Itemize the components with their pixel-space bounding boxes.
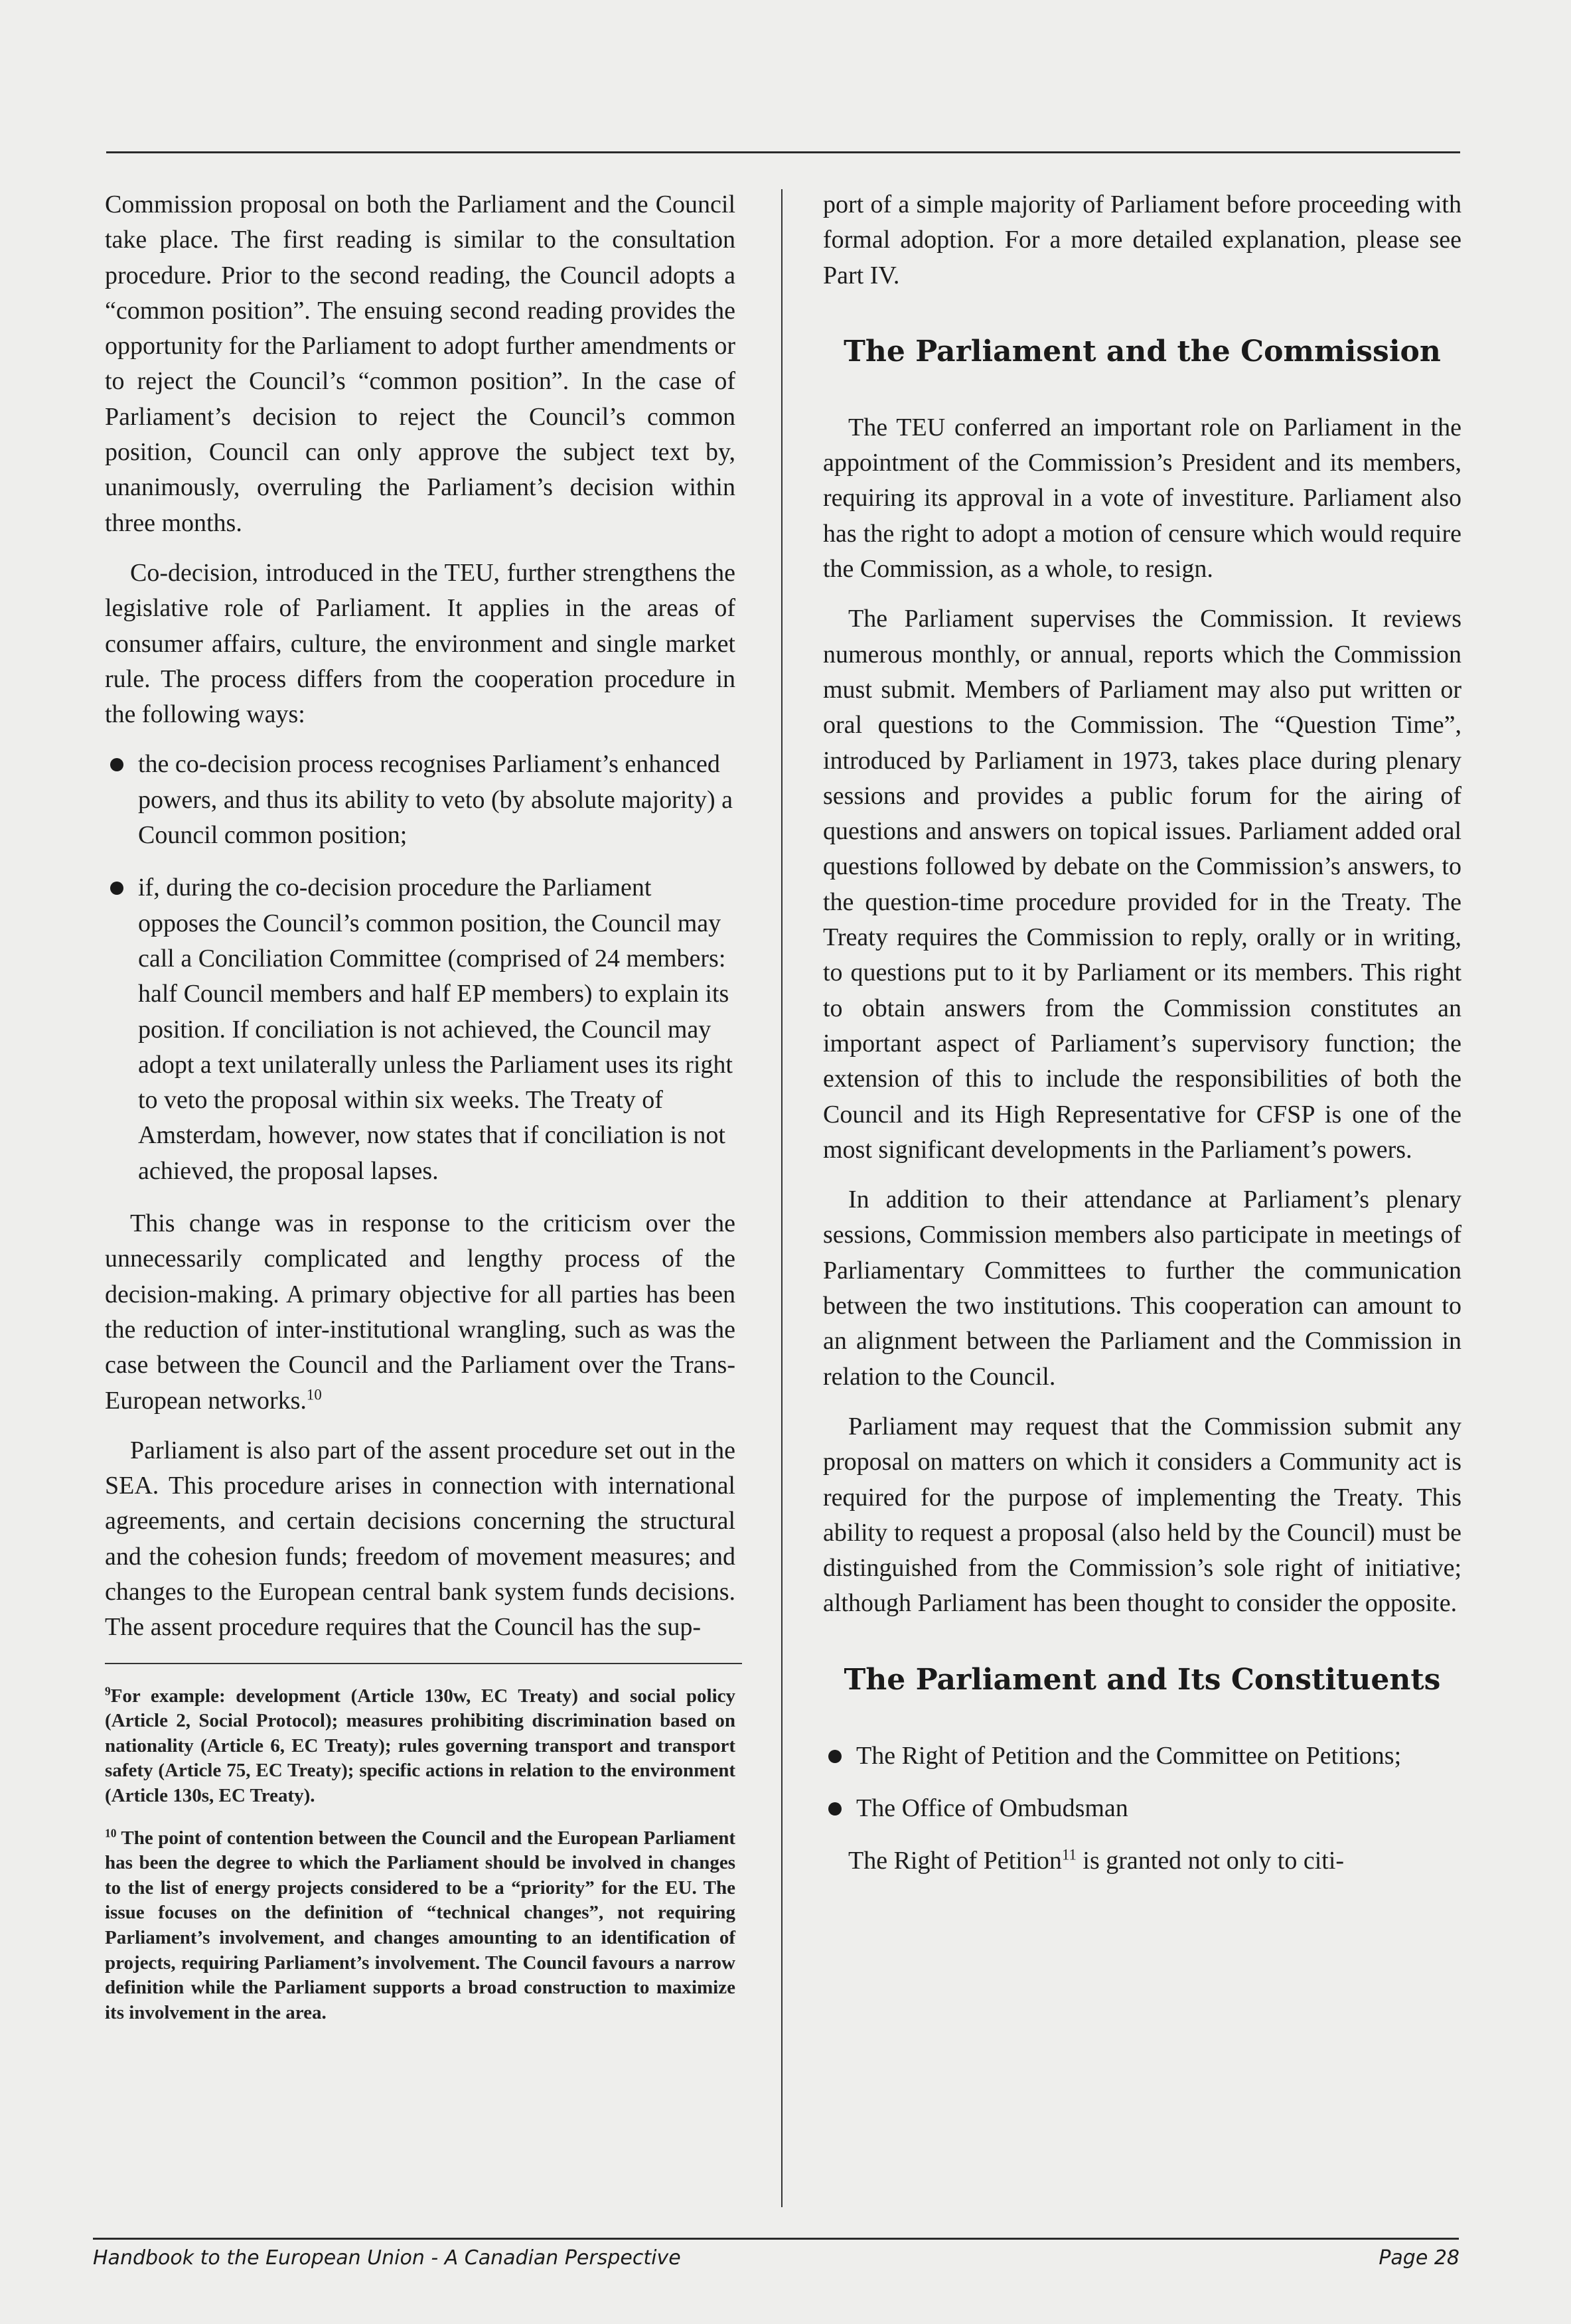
section-heading: The Parliament and the Commission xyxy=(844,334,1441,368)
section-heading: The Parliament and Its Constituents xyxy=(844,1662,1441,1697)
footer-title: Handbook to the European Union - A Canadian Perspective xyxy=(93,2246,681,2270)
paragraph: Parliament may request that the Commission submit any proposal on matters on which it considers a Community act is required for the purpose of implementing the Treaty. This ability to request a proposal (also held by the Council) must be distinguished from the Commission’s sole right of initiative; although Parliament has been thought to consider the opposite. xyxy=(823,1412,1461,1618)
footer-rule xyxy=(93,2238,1459,2240)
paragraph: Commission proposal on both the Parliament and the Council take place. The first reading is similar to the consultation procedure. Prior to the second reading, the Council adopts a “common position”. The ensuing second reading provides the opportunity for the Parliament to adopt further amendments or to reject the Council’s “common position”. In the case of Parliament’s decision to reject the Council’s common position, Council can only approve the subject text by, unanimously, overruling the Parliament’s decision within three months. xyxy=(105,191,735,537)
right-column xyxy=(823,187,1461,1894)
footnote-rule xyxy=(105,1663,742,1664)
paragraph: Parliament is also part of the assent procedure set out in the SEA. This procedure arises in connection with international agreements, and certain decisions concerning the structural and the cohesion funds; freedom of movement measures; and changes to the European central bank system funds decisions. The assent procedure requires that the Council has the sup- xyxy=(105,1436,735,1642)
list-item: The Right of Petition and the Committee on Petitions; xyxy=(823,1739,1461,1774)
list-item: The Office of Ombudsman xyxy=(823,1791,1461,1826)
bullet-list xyxy=(105,747,735,1189)
footnote-ref[interactable]: 11 xyxy=(1061,1846,1077,1863)
left-column xyxy=(105,187,735,2043)
paragraph: The Right of Petition$^{11}$ is granted not only to citi- xyxy=(848,1846,1345,1875)
bullet-icon xyxy=(828,1750,842,1763)
footnote-9: $^9$For example: development (Article 130w, EC Treaty) and social policy (Article 2, Social Protocol); measures prohibiting discrimination based on nationality (Article 6, EC Treaty); rules governing transport and transport safety (Article 75, EC Treaty); specific actions in relation to the environment (Article 130s, EC Treaty). xyxy=(105,1683,735,1806)
footnote-10: $^{10}$ The point of contention between the Council and the European Parliament has been the degree to which the Parliament should be involved in changes to the list of energy projects considered to be a “priority” for the EU. The issue focuses on the definition of “technical changes”, not requiring Parliament’s involvement, and changes amounting to an identification of projects, requiring Parliament’s involvement. The Council favours a narrow definition while the Parliament supports a broad construction to maximize its involvement in the area. xyxy=(105,1825,735,2023)
paragraph: port of a simple majority of Parliament before proceeding with formal adoption. For a more detailed explanation, please see Part IV. xyxy=(823,191,1461,289)
list-item: the co-decision process recognises Parliament’s enhanced powers, and thus its ability to veto (by absolute majority) a Council common position; xyxy=(105,747,735,853)
bullet-icon xyxy=(110,758,123,771)
list-item: if, during the co-decision procedure the Parliament opposes the Council’s common position, the Council may call a Conciliation Committee (comprised of 24 members: half Council members and half EP members) to explain its position. If conciliation is not achieved, the Council may adopt a text unilaterally unless the Parliament uses its right to veto the proposal within six weeks. The Treaty of Amsterdam, however, now states that if conciliation is not achieved, the proposal lapses. xyxy=(105,870,735,1189)
paragraph: The TEU conferred an important role on Parliament in the appointment of the Commission’s President and its members, requiring its approval in a vote of investiture. Parliament also has the right to adopt a motion of censure which would require the Commission, as a whole, to resign. xyxy=(823,413,1461,583)
paragraph: The Parliament supervises the Commission. It reviews numerous monthly, or annual, reports which the Commission must submit. Members of Parliament may also put written or oral questions to the Commission. The “Question Time”, introduced by Parliament in 1973, takes place during plenary sessions and provides a public forum for the airing of questions and answers on topical issues. Parliament added oral questions followed by debate on the Commission’s answers, to the question-time procedure provided for in the Treaty. The Treaty requires the Commission to reply, orally or in writing, to questions put to it by Parliament or its members. This right to obtain answers from the Commission constitutes an important aspect of Parliament’s supervisory function; the extension of this to include the responsibilities of both the Council and its High Representative for CFSP is one of the most significant developments in the Parliament’s powers. xyxy=(823,605,1461,1164)
bullet-icon xyxy=(828,1802,842,1816)
header-rule xyxy=(106,151,1460,153)
footnote-ref[interactable]: 10 xyxy=(306,1385,322,1403)
bullet-icon xyxy=(110,882,123,895)
page-number: Page 28 xyxy=(1379,2246,1459,2270)
bullet-list xyxy=(823,1739,1461,1827)
column-divider xyxy=(781,189,783,2207)
paragraph: Co-decision, introduced in the TEU, further strengthens the legislative role of Parliament. It applies in the areas of consumer affairs, culture, the environment and single market rule. The process differs from the cooperation procedure in the following ways: xyxy=(105,558,735,729)
paragraph: This change was in response to the criticism over the unnecessarily complicated and lengthy process of the decision-making. A primary objective for all parties has been the reduction of inter-institutional wrangling, such as was the case between the Council and the Parliament over the Trans-European networks.$^{10}$ xyxy=(105,1209,735,1415)
paragraph: In addition to their attendance at Parliament’s plenary sessions, Commission members also participate in meetings of Parliamentary Committees to further the communication between the two institutions. This cooperation can amount to an alignment between the Parliament and the Commission in relation to the Council. xyxy=(823,1186,1461,1391)
